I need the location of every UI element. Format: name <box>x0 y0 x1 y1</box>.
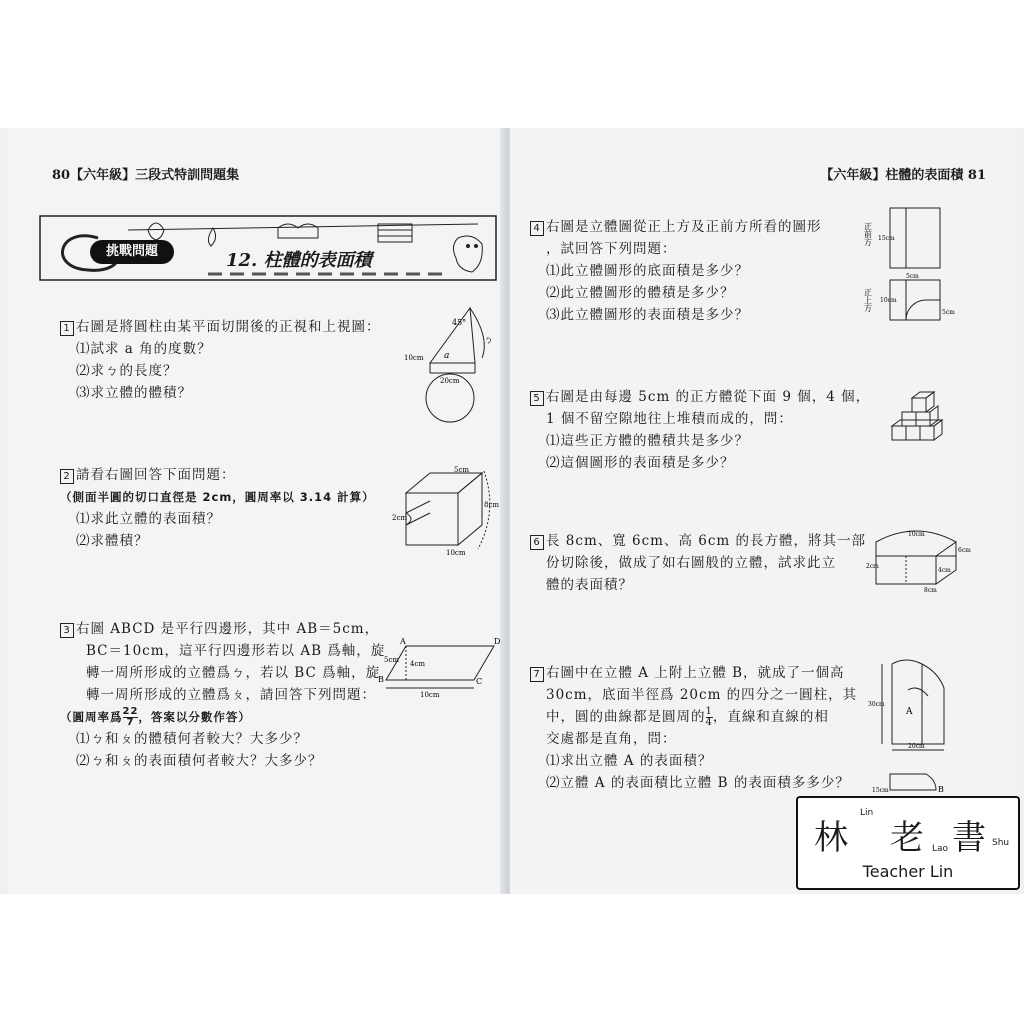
question-text: 右圖是由每邊 5cm 的正方體從下面 9 個，4 個， <box>546 389 871 405</box>
question-text: 份切除後，做成了如右圖般的立體，試求此立 <box>546 555 836 571</box>
front-view-label: 正前方 <box>863 222 873 246</box>
dimension-label: 10cm <box>404 354 424 362</box>
question-text: 右圖中在立體 A 上附上立體 B，就成了一個高 <box>546 665 845 681</box>
dimension-label: 15cm <box>878 235 895 242</box>
dimension-label: 20cm <box>440 377 460 385</box>
question-note: （圓周率爲 $\frac{22}{7}$ ，答案以分數作答） <box>60 706 251 728</box>
question-text: 轉一周所形成的立體爲ㄆ，請回答下列問題： <box>86 687 376 703</box>
question-number: 4 <box>530 221 544 236</box>
sub-question: ⑴求此立體的表面積？ <box>76 511 221 527</box>
dimension-label: 2cm <box>866 563 879 570</box>
dimension-label: 10cm <box>908 531 925 538</box>
stamp-pinyin: Lao <box>932 844 949 854</box>
teacher-lin-stamp <box>796 796 1020 890</box>
chapter-title: 12. 柱體的表面積 <box>226 250 372 271</box>
question-text: 右圖 ABCD 是平行四邊形，其中 AB＝5cm， <box>76 621 380 637</box>
stamp-english: Teacher Lin <box>862 862 954 881</box>
question-text: 請看右圖回答下面問題： <box>76 467 236 483</box>
solid-b-figure <box>870 770 950 796</box>
sub-question: ⑶此立體圖形的表面積是多少？ <box>546 307 749 323</box>
question-2 <box>60 464 375 552</box>
question-text: 交處都是直角，問： <box>546 731 677 747</box>
sub-question: ⑵這個圖形的表面積是多少？ <box>546 455 735 471</box>
sub-question: ⑵立體 A 的表面積比立體 B 的表面積多多少？ <box>546 775 850 791</box>
question-6 <box>530 530 866 596</box>
solid-b-label: B <box>938 785 944 794</box>
question-text: 長 8cm、寬 6cm、高 6cm 的長方體，將其一部 <box>546 533 867 549</box>
cut-cylinder-figure <box>400 303 500 423</box>
dimension-label: 5cm <box>906 273 919 280</box>
question-3 <box>60 618 385 772</box>
dimension-label: 10cm <box>880 297 897 304</box>
question-text: 右圖是立體圖從正上方及正前方所看的圖形 <box>546 219 822 235</box>
sub-question: ⑵ㄅ和ㄆ的表面積何者較大？大多少？ <box>76 753 323 769</box>
dimension-label: 10cm <box>420 691 440 699</box>
sub-question: ⑵此立體圖形的體積是多少？ <box>546 285 735 301</box>
quarter-fraction: $\frac{1}{4}$ <box>705 706 713 728</box>
dimension-label: 2cm <box>392 514 408 522</box>
question-text: 中，圓的曲線都是圓周的 $\frac{1}{4}$ ，直線和直線的相 <box>546 706 829 728</box>
dimension-label: 8cm <box>924 587 937 594</box>
question-number: 5 <box>530 391 544 406</box>
dimension-label: 4cm <box>410 660 426 668</box>
question-number: 6 <box>530 535 544 550</box>
question-1 <box>60 316 381 404</box>
dimension-label: 5cm <box>454 466 470 474</box>
question-5 <box>530 386 870 474</box>
challenge-badge: 挑戰問題 <box>90 240 174 264</box>
question-text: ，試回答下列問題： <box>546 241 677 257</box>
front-and-top-view-figure <box>862 204 955 326</box>
stamp-char: 林 <box>814 818 848 858</box>
sub-question: ⑵求體積？ <box>76 533 149 549</box>
stacked-cubes-figure <box>888 390 968 446</box>
cut-cuboid-figure <box>866 516 976 596</box>
question-number: 2 <box>60 469 74 484</box>
stamp-pinyin: Lin <box>860 808 874 818</box>
question-text: 30cm，底面半徑爲 20cm 的四分之一圓柱，其 <box>546 687 858 703</box>
vertex-label: A <box>400 637 406 646</box>
dimension-label: 8cm <box>484 501 500 509</box>
top-view-label: 正上方 <box>863 288 873 312</box>
vertex-label: D <box>494 637 501 646</box>
half-cylinder-cut-box-figure <box>390 463 500 558</box>
sub-question: ⑶求立體的體積？ <box>76 385 192 401</box>
quarter-cylinder-figure <box>868 654 954 754</box>
stamp-char: 老 <box>890 818 924 858</box>
pi-fraction: $\frac{22}{7}$ <box>122 706 139 728</box>
sub-question: ⑴此立體圖形的底面積是多少？ <box>546 263 749 279</box>
dimension-label: 10cm <box>446 549 466 557</box>
dimension-label: 20cm <box>908 743 925 750</box>
question-note: （側面半圓的切口直徑是 2cm，圓周率以 3.14 計算） <box>60 490 375 504</box>
sub-question: ⑴這些正方體的體積共是多少？ <box>546 433 749 449</box>
dimension-label: 4cm <box>938 567 951 574</box>
question-text: 1 個不留空隙地往上堆積而成的，問： <box>546 411 793 427</box>
dimension-label: 30cm <box>868 701 885 708</box>
vertex-label: B <box>378 675 384 684</box>
question-text: BC＝10cm，這平行四邊形若以 AB 爲軸，旋 <box>86 643 386 659</box>
question-text: 體的表面積？ <box>546 577 633 593</box>
question-text: 右圖是將圓柱由某平面切開後的正視和上視圖： <box>76 319 381 335</box>
sub-question: ⑴求出立體 A 的表面積？ <box>546 753 713 769</box>
question-number: 3 <box>60 623 74 638</box>
sub-question: ⑴試求 a 角的度數？ <box>76 341 212 357</box>
dimension-label: 5cm <box>942 309 955 316</box>
question-number: 7 <box>530 667 544 682</box>
angle-a-label: a <box>444 351 450 361</box>
question-7 <box>530 662 857 794</box>
sub-question: ⑵求ㄅ的長度？ <box>76 363 178 379</box>
book-spread <box>0 128 1024 894</box>
vertex-label: C <box>476 677 483 686</box>
right-page-header: 【六年級】柱體的表面積 81 <box>820 168 986 183</box>
dimension-label: 5cm <box>384 656 400 664</box>
question-number: 1 <box>60 321 74 336</box>
length-b-label: ㄅ <box>484 336 494 346</box>
dimension-label: 6cm <box>958 547 971 554</box>
sub-question: ⑴ㄅ和ㄆ的體積何者較大？大多少？ <box>76 731 308 747</box>
parallelogram-figure <box>378 636 502 698</box>
solid-a-label: A <box>906 707 913 717</box>
left-page-header: 80【六年級】三段式特訓問題集 <box>52 168 240 183</box>
stamp-char: 書 <box>952 818 986 858</box>
question-text: 轉一周所形成的立體爲ㄅ，若以 BC 爲軸，旋 <box>86 665 381 681</box>
question-4 <box>530 216 822 326</box>
angle-label: 45° <box>452 318 467 327</box>
stamp-pinyin: Shu <box>992 838 1010 848</box>
dimension-label: 15cm <box>872 787 889 794</box>
